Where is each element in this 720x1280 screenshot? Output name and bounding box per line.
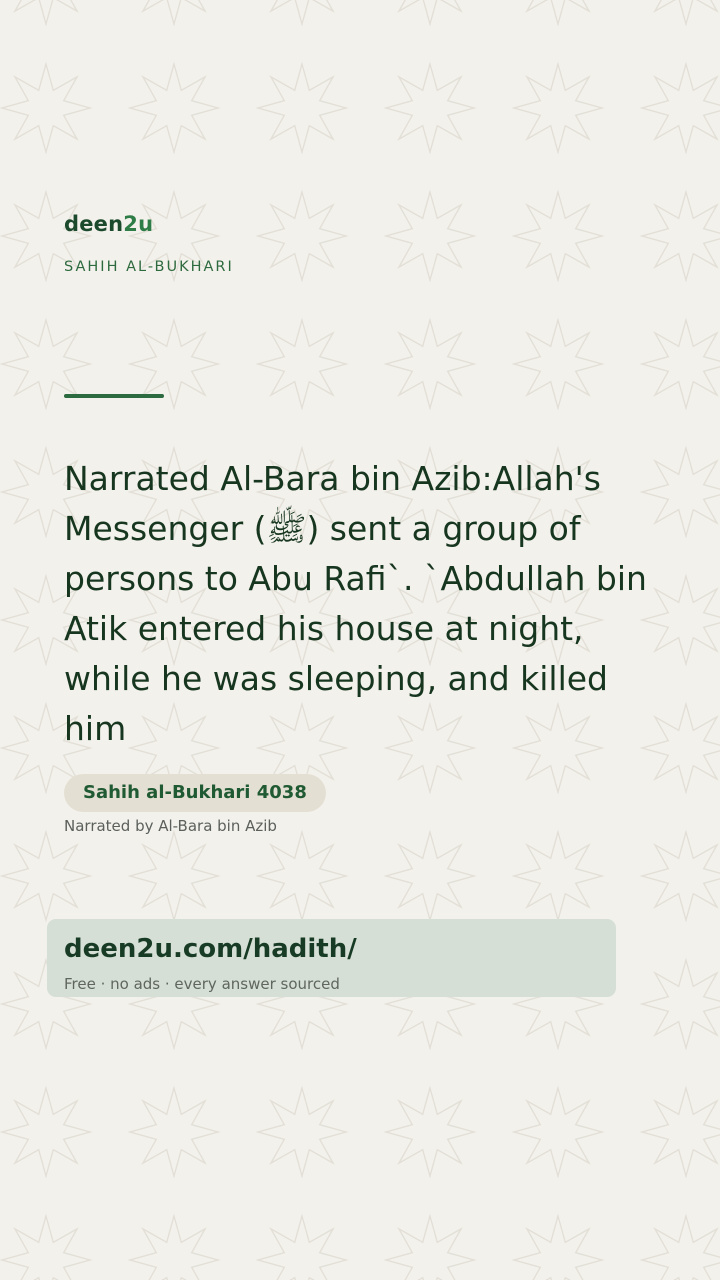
hadith-text: Narrated Al-Bara bin Azib:Allah's Messenger (ﷺ) sent a group of persons to Abu Rafi`. `Abdullah bin Atik entered his house at night, while he was sleeping, and killed him — [64, 459, 647, 748]
collection-label: SAHIH AL-BUKHARI — [64, 259, 234, 275]
website-tagline: Free · no ads · every answer sourced — [64, 975, 340, 993]
brand-logo-accent: 2u — [123, 212, 154, 236]
narrator-caption: Narrated by Al-Bara bin Azib — [64, 817, 277, 835]
website-link-card[interactable] — [47, 919, 616, 997]
brand-logo-prefix: deen — [64, 212, 124, 236]
website-url[interactable]: deen2u.com/hadith/ — [64, 934, 357, 964]
brand-logo — [64, 212, 153, 236]
hadith-reference-badge: Sahih al-Bukhari 4038 — [64, 774, 326, 812]
accent-divider — [64, 394, 164, 398]
